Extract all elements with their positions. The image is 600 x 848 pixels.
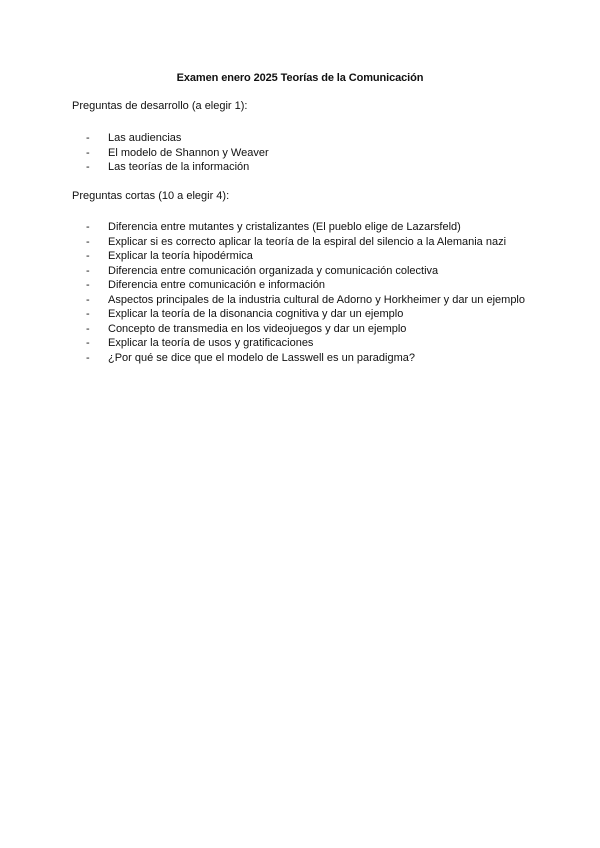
dash-bullet: - <box>86 221 90 233</box>
dash-bullet: - <box>86 250 90 262</box>
list-item <box>86 249 526 264</box>
dash-bullet: - <box>86 279 90 291</box>
list-item <box>86 220 526 235</box>
question-text: Explicar la teoría de la disonancia cognitiva y dar un ejemplo <box>108 308 404 320</box>
dash-bullet: - <box>86 322 90 335</box>
question-text: Explicar si es correcto aplicar la teoría de la espiral del silencio a la Alemania nazi <box>108 235 507 248</box>
list-item <box>86 278 526 293</box>
question-text: Explicar la teoría hipodérmica <box>108 250 253 262</box>
question-text: Explicar la teoría de usos y gratificaciones <box>108 337 314 349</box>
dash-bullet: - <box>86 235 90 248</box>
dash-bullet: - <box>86 132 90 144</box>
dash-bullet: - <box>86 308 90 320</box>
list-item <box>86 322 526 337</box>
list-item <box>86 131 526 146</box>
short-questions-list <box>86 220 526 365</box>
dash-bullet: - <box>86 351 90 364</box>
list-item <box>86 307 526 322</box>
question-text: ¿Por qué se dice que el modelo de Lasswell es un paradigma? <box>108 351 415 364</box>
dash-bullet: - <box>86 293 90 306</box>
question-text: Diferencia entre mutantes y cristalizantes (El pueblo elige de Lazarsfeld) <box>108 221 461 233</box>
long-questions-list <box>86 131 526 175</box>
question-text: Diferencia entre comunicación e información <box>108 279 326 291</box>
question-text: Diferencia entre comunicación organizada y comunicación colectiva <box>108 264 439 277</box>
question-text: Las teorías de la información <box>108 161 250 173</box>
list-item <box>86 146 526 161</box>
dash-bullet: - <box>86 161 90 173</box>
list-item <box>86 160 526 175</box>
short-questions-heading: Preguntas cortas (10 a elegir 4): <box>72 190 230 202</box>
list-item <box>86 351 526 366</box>
dash-bullet: - <box>86 337 90 349</box>
question-text: El modelo de Shannon y Weaver <box>108 146 269 159</box>
list-item <box>86 235 526 250</box>
dash-bullet: - <box>86 264 90 277</box>
long-questions-heading: Preguntas de desarrollo (a elegir 1): <box>72 100 248 112</box>
list-item <box>86 293 526 308</box>
list-item <box>86 264 526 279</box>
exam-title: Examen enero 2025 Teorías de la Comunicación <box>176 72 424 84</box>
list-item <box>86 336 526 351</box>
question-text: Concepto de transmedia en los videojuegos y dar un ejemplo <box>108 322 407 335</box>
question-text: Aspectos principales de la industria cultural de Adorno y Horkheimer y dar un ejemplo <box>108 293 525 306</box>
question-text: Las audiencias <box>108 132 182 144</box>
dash-bullet: - <box>86 146 90 159</box>
